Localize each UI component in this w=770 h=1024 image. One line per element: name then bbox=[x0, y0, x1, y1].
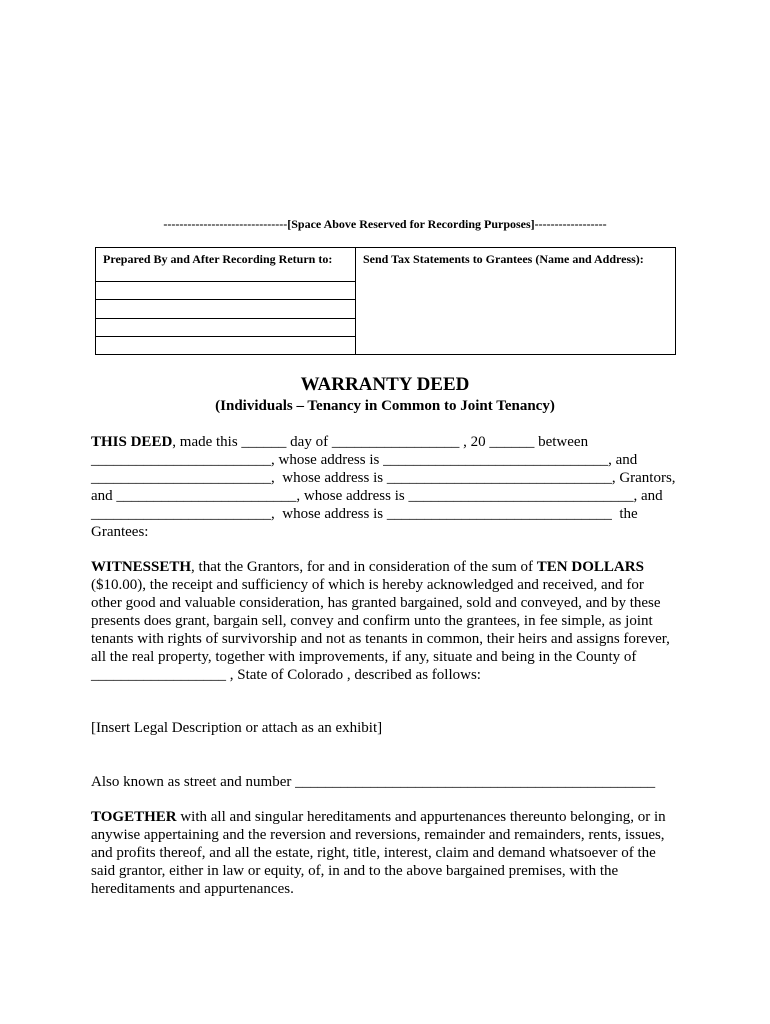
recording-info-table bbox=[95, 247, 676, 355]
this-deed-lead: THIS DEED bbox=[91, 434, 173, 450]
deed-intro-line: and ________________________, whose address is ______________________________, and bbox=[91, 488, 663, 504]
deed-intro-line: Grantees: bbox=[91, 524, 149, 540]
deed-intro-line: ________________________, whose address is ______________________________, and bbox=[91, 452, 638, 468]
witnesseth-line: presents does grant, bargain sell, convey and confirm unto the grantees, in fee simple, as joint bbox=[91, 613, 653, 629]
together-line: said grantor, either in law or equity, of, in and to the above bargained premises, with the bbox=[91, 863, 619, 879]
return-address-field-4[interactable] bbox=[96, 337, 355, 354]
consideration-amount: TEN DOLLARS bbox=[536, 559, 644, 575]
deed-intro-line: ________________________, whose address is ______________________________ the bbox=[91, 506, 638, 522]
together-lead: TOGETHER bbox=[91, 809, 177, 825]
witnesseth-lead: WITNESSETH bbox=[91, 559, 192, 575]
witnesseth-line bbox=[91, 558, 644, 576]
return-address-field-3[interactable] bbox=[96, 319, 355, 336]
together-line: and profits thereof, and all the estate, right, title, interest, claim and demand whatsoever of the bbox=[91, 845, 656, 861]
together-text: with all and singular hereditaments and appurtenances thereunto belonging, or in bbox=[176, 809, 666, 825]
together-line: hereditaments and appurtenances. bbox=[91, 881, 294, 897]
witnesseth-line: tenants with rights of survivorship and not as tenants in common, their heirs and assigns forever, bbox=[91, 631, 670, 647]
together-line: anywise appertaining and the reversion and reversions, remainder and remainders, rents, issues, bbox=[91, 827, 665, 843]
recording-reserved-header: -------------------------------[Space Above Reserved for Recording Purposes]------------------ bbox=[163, 217, 607, 231]
witnesseth-line: other good and valuable consideration, has granted bargained, sold and conveyed, and by these bbox=[91, 595, 661, 611]
witnesseth-line: ($10.00), the receipt and sufficiency of which is hereby acknowledged and received, and for bbox=[91, 577, 644, 593]
street-address-line: Also known as street and number ________________________________________________ bbox=[91, 774, 656, 790]
document-title: WARRANTY DEED bbox=[300, 374, 470, 395]
return-address-field-2[interactable] bbox=[96, 300, 355, 317]
document-subtitle: (Individuals – Tenancy in Common to Joint Tenancy) bbox=[215, 398, 555, 414]
witnesseth-line: all the real property, together with improvements, if any, situate and being in the County of bbox=[91, 649, 637, 665]
deed-intro-line: ________________________, whose address is ______________________________, Grantors, bbox=[91, 470, 676, 486]
return-address-field-1[interactable] bbox=[96, 282, 355, 299]
send-tax-label: Send Tax Statements to Grantees (Name and Address): bbox=[363, 252, 644, 266]
legal-description-placeholder: [Insert Legal Description or attach as an exhibit] bbox=[91, 720, 383, 736]
witnesseth-text: , that the Grantors, for and in consideration of the sum of bbox=[191, 559, 537, 575]
prepared-by-label: Prepared By and After Recording Return to: bbox=[103, 252, 333, 266]
deed-intro-text: , made this ______ day of _________________ , 20 ______ between bbox=[172, 434, 589, 450]
deed-intro-line bbox=[91, 433, 588, 451]
together-line bbox=[91, 808, 666, 826]
prepared-by-column bbox=[96, 248, 356, 354]
witnesseth-line: __________________ , State of Colorado , described as follows: bbox=[91, 667, 481, 683]
